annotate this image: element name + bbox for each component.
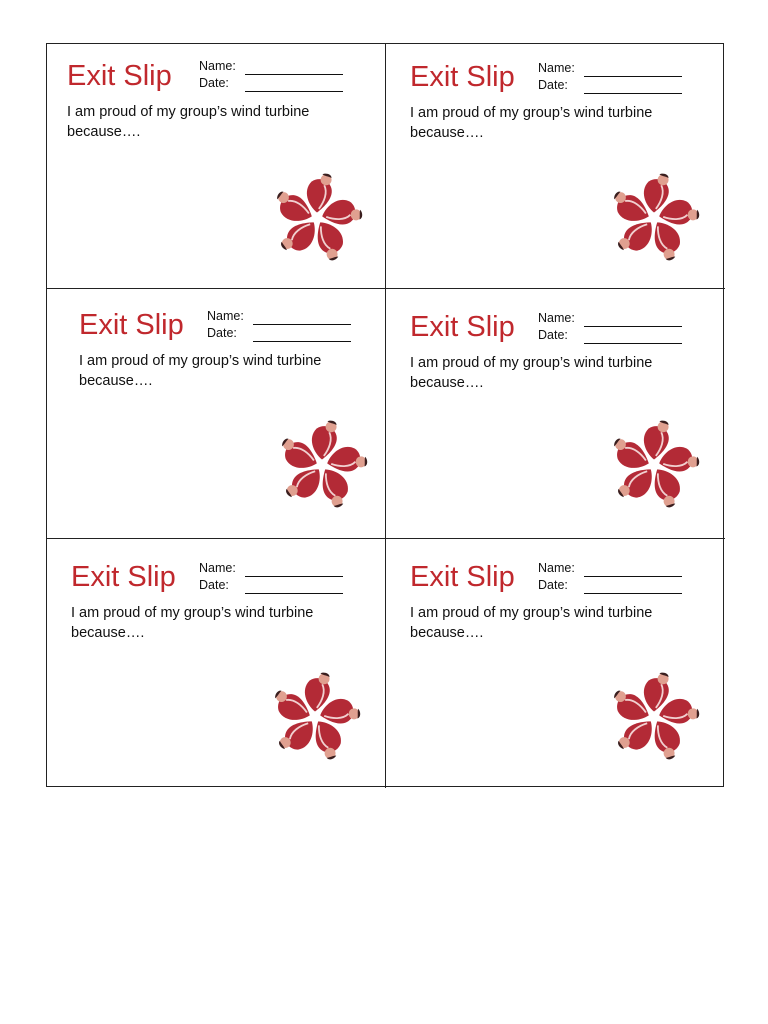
name-blank[interactable]: [584, 64, 682, 77]
date-field[interactable]: [199, 75, 343, 92]
date-label: Date:: [199, 76, 229, 90]
name-field[interactable]: [199, 58, 343, 75]
date-label: Date:: [538, 328, 568, 342]
name-field[interactable]: [538, 60, 682, 77]
date-label: Date:: [199, 578, 229, 592]
name-blank[interactable]: [584, 314, 682, 327]
people-circle-icon: [604, 172, 704, 264]
people-circle-icon: [265, 671, 365, 763]
name-label: Name:: [207, 309, 244, 323]
people-circle-icon: [272, 419, 372, 511]
date-label: Date:: [538, 78, 568, 92]
date-blank[interactable]: [245, 79, 343, 92]
card-prompt: I am proud of my group’s wind turbine because….: [71, 605, 314, 641]
date-label: Date:: [538, 578, 568, 592]
exit-slip-card-6: [386, 539, 725, 788]
exit-slip-card-5: [47, 539, 386, 788]
people-circle-icon: [604, 671, 704, 763]
date-blank[interactable]: [253, 329, 351, 342]
exit-slip-card-1: [47, 44, 386, 289]
exit-slip-card-3: [47, 289, 386, 539]
date-field[interactable]: [538, 577, 682, 594]
card-fields: [207, 308, 351, 342]
name-field[interactable]: [199, 560, 343, 577]
date-blank[interactable]: [584, 581, 682, 594]
date-label: Date:: [207, 326, 237, 340]
card-title: Exit Slip: [410, 61, 515, 93]
people-circle-icon: [604, 419, 704, 511]
date-blank[interactable]: [584, 331, 682, 344]
card-title: Exit Slip: [410, 561, 515, 593]
date-blank[interactable]: [245, 581, 343, 594]
date-field[interactable]: [538, 327, 682, 344]
card-title: Exit Slip: [71, 561, 176, 593]
name-blank[interactable]: [245, 564, 343, 577]
name-label: Name:: [538, 561, 575, 575]
card-prompt: I am proud of my group’s wind turbine because….: [410, 105, 653, 141]
name-field[interactable]: [538, 560, 682, 577]
card-title: Exit Slip: [79, 309, 184, 341]
exit-slip-sheet: [46, 43, 724, 787]
name-field[interactable]: [207, 308, 351, 325]
card-fields: [538, 310, 682, 344]
date-blank[interactable]: [584, 81, 682, 94]
card-fields: [199, 58, 343, 92]
date-field[interactable]: [538, 77, 682, 94]
card-fields: [199, 560, 343, 594]
name-blank[interactable]: [245, 62, 343, 75]
exit-slip-card-2: [386, 44, 725, 289]
people-circle-icon: [267, 172, 367, 264]
name-label: Name:: [199, 59, 236, 73]
name-blank[interactable]: [253, 312, 351, 325]
name-label: Name:: [538, 311, 575, 325]
card-prompt: I am proud of my group’s wind turbine because….: [410, 355, 653, 391]
name-label: Name:: [538, 61, 575, 75]
card-prompt: I am proud of my group’s wind turbine because….: [79, 353, 322, 389]
name-field[interactable]: [538, 310, 682, 327]
card-title: Exit Slip: [410, 311, 515, 343]
card-fields: [538, 560, 682, 594]
card-title: Exit Slip: [67, 60, 172, 92]
card-fields: [538, 60, 682, 94]
exit-slip-card-4: [386, 289, 725, 539]
date-field[interactable]: [207, 325, 351, 342]
name-label: Name:: [199, 561, 236, 575]
name-blank[interactable]: [584, 564, 682, 577]
card-prompt: I am proud of my group’s wind turbine because….: [410, 605, 653, 641]
date-field[interactable]: [199, 577, 343, 594]
card-prompt: I am proud of my group’s wind turbine because….: [67, 104, 310, 140]
